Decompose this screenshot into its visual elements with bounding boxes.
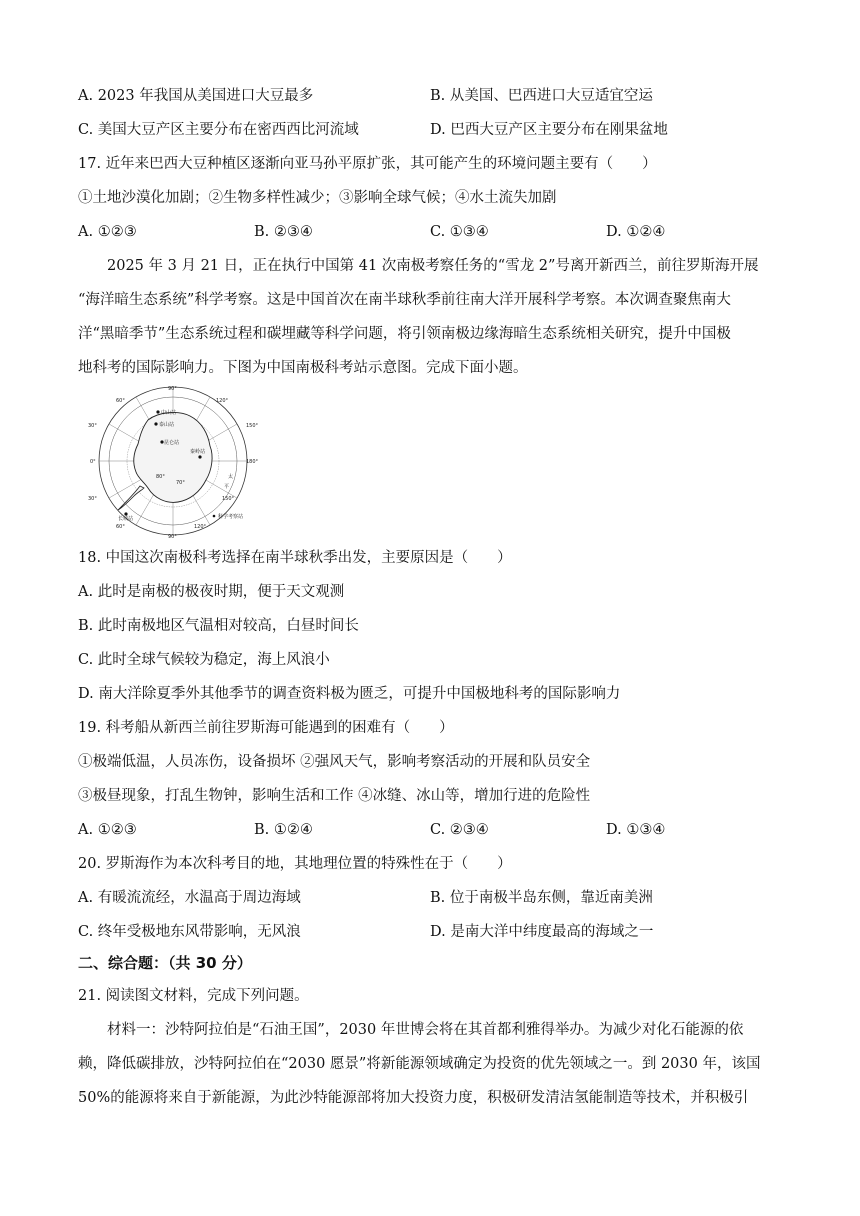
q19-option-c: C. ②③④ (430, 822, 489, 838)
map-label-tai: 太 (228, 474, 234, 480)
map-label-180: 180° (246, 459, 259, 465)
q19-option-d: D. ①③④ (606, 822, 666, 838)
map-label-30-bl: 30° (88, 496, 97, 502)
q17-option-d: D. ①②④ (606, 224, 666, 240)
material-line: 材料一：沙特阿拉伯是“石油王国”，2030 年世博会将在其首都利雅得举办。为减少对化石能源的依 (107, 1022, 744, 1038)
map-label-120-tr: 120° (216, 398, 229, 404)
map-label-150-br: 150° (222, 496, 235, 502)
material-line: 赖，降低碳排放，沙特阿拉伯在“2030 愿景”将新能源领域确定为投资的优先领域之一。到 2030 年，该国 (78, 1056, 761, 1072)
q18-option-d: D. 南大洋除夏季外其他季节的调查资料极为匮乏，可提升中国极地科考的国际影响力 (78, 686, 621, 702)
passage-line: 洋“黑暗季节”生态系统过程和碳埋藏等科学问题，将引领南极边缘海暗生态系统相关研究，提升中国极 (78, 326, 731, 342)
q19-stem: 19. 科考船从新西兰前往罗斯海可能遇到的困难有（ ） (78, 720, 454, 736)
map-label-150-r: 150° (246, 423, 259, 429)
legend-dot (213, 515, 216, 518)
antarctic-station-map (78, 382, 268, 540)
map-label-60-tl: 60° (116, 398, 125, 404)
q18-option-c: C. 此时全球气候较为稳定，海上风浪小 (78, 652, 330, 668)
q18-option-b: B. 此时南极地区气温相对较高，白昼时间长 (78, 618, 359, 634)
q16-option-a: A. 2023 年我国从美国进口大豆最多 (78, 88, 314, 104)
passage-line: “海洋暗生态系统”科学考察。这是中国首次在南半球秋季前往南大洋开展科学考察。本次调查聚焦南大 (78, 292, 731, 308)
q17-option-b: B. ②③④ (254, 224, 313, 240)
map-legend-label: 科学考察站 (218, 514, 244, 520)
taishan-station-dot (154, 422, 157, 425)
material-line: 50%的能源将来自于新能源，为此沙特能源部将加大投资力度，积极研发清洁氢能制造等技术，并积极引 (78, 1090, 749, 1106)
map-label-qinling: 秦岭站 (190, 449, 206, 455)
q19-option-b: B. ①②④ (254, 822, 313, 838)
q17-option-a: A. ①②③ (78, 224, 137, 240)
map-label-120-br: 120° (194, 524, 207, 530)
q20-option-b: B. 位于南极半岛东侧，靠近南美洲 (430, 890, 653, 906)
passage-line: 2025 年 3 月 21 日，正在执行中国第 41 次南极考察任务的“雪龙 2”号离开新西兰，前往罗斯海开展 (107, 258, 759, 274)
q17-stem: 17. 近年来巴西大豆种植区逐渐向亚马孙平原扩张，其可能产生的环境问题主要有（ ） (78, 156, 657, 172)
q19-items-2: ③极昼现象，打乱生物钟，影响生活和工作 ④冰缝、冰山等，增加行进的危险性 (78, 788, 591, 804)
map-label-80: 80° (156, 474, 165, 480)
q16-option-d: D. 巴西大豆产区主要分布在刚果盆地 (430, 122, 668, 138)
q20-option-a: A. 有暖流流经，水温高于周边海域 (78, 890, 301, 906)
q21-material (78, 1013, 784, 1115)
map-label-70: 70° (176, 480, 185, 486)
map-label-0: 0° (90, 459, 96, 465)
map-label-60-bl: 60° (116, 524, 125, 530)
qinling-station-dot (198, 455, 201, 458)
map-label-changcheng: 长城站 (118, 516, 134, 522)
map-label-ping: 平 (224, 484, 230, 490)
q20-option-d: D. 是南大洋中纬度最高的海域之一 (430, 924, 654, 940)
q16-option-c: C. 美国大豆产区主要分布在密西西比河流域 (78, 122, 359, 138)
q21-stem: 21. 阅读图文材料，完成下列问题。 (78, 988, 309, 1004)
q17-option-c: C. ①③④ (430, 224, 489, 240)
q19-items-1: ①极端低温，人员冻伤，设备损坏 ②强风天气，影响考察活动的开展和队员安全 (78, 754, 591, 770)
polar-map-svg (78, 382, 268, 540)
zhongshan-station-dot (156, 410, 159, 413)
antarctic-passage (78, 249, 784, 385)
q17-items: ①土地沙漠化加剧；②生物多样性减少；③影响全球气候；④水土流失加剧 (78, 190, 557, 206)
section2-heading: 二、综合题：（共 30 分） (78, 954, 252, 972)
map-label-30-l: 30° (88, 423, 97, 429)
map-label-taishan: 泰山站 (159, 422, 175, 428)
passage-line: 地科考的国际影响力。下图为中国南极科考站示意图。完成下面小题。 (78, 360, 528, 376)
map-label-kunlun: 昆仑站 (164, 440, 180, 446)
map-label-90-bot: 90° (168, 534, 177, 540)
q16-option-b: B. 从美国、巴西进口大豆适宜空运 (430, 88, 653, 104)
q20-stem: 20. 罗斯海作为本次科考目的地，其地理位置的特殊性在于（ ） (78, 856, 512, 872)
map-label-90-top: 90° (168, 386, 177, 392)
map-label-zhongshan: 中山站 (161, 410, 177, 416)
q18-option-a: A. 此时是南极的极夜时期，便于天文观测 (78, 584, 345, 600)
q20-option-c: C. 终年受极地东风带影响，无风浪 (78, 924, 301, 940)
q18-stem: 18. 中国这次南极科考选择在南半球秋季出发，主要原因是（ ） (78, 550, 512, 566)
q19-option-a: A. ①②③ (78, 822, 137, 838)
